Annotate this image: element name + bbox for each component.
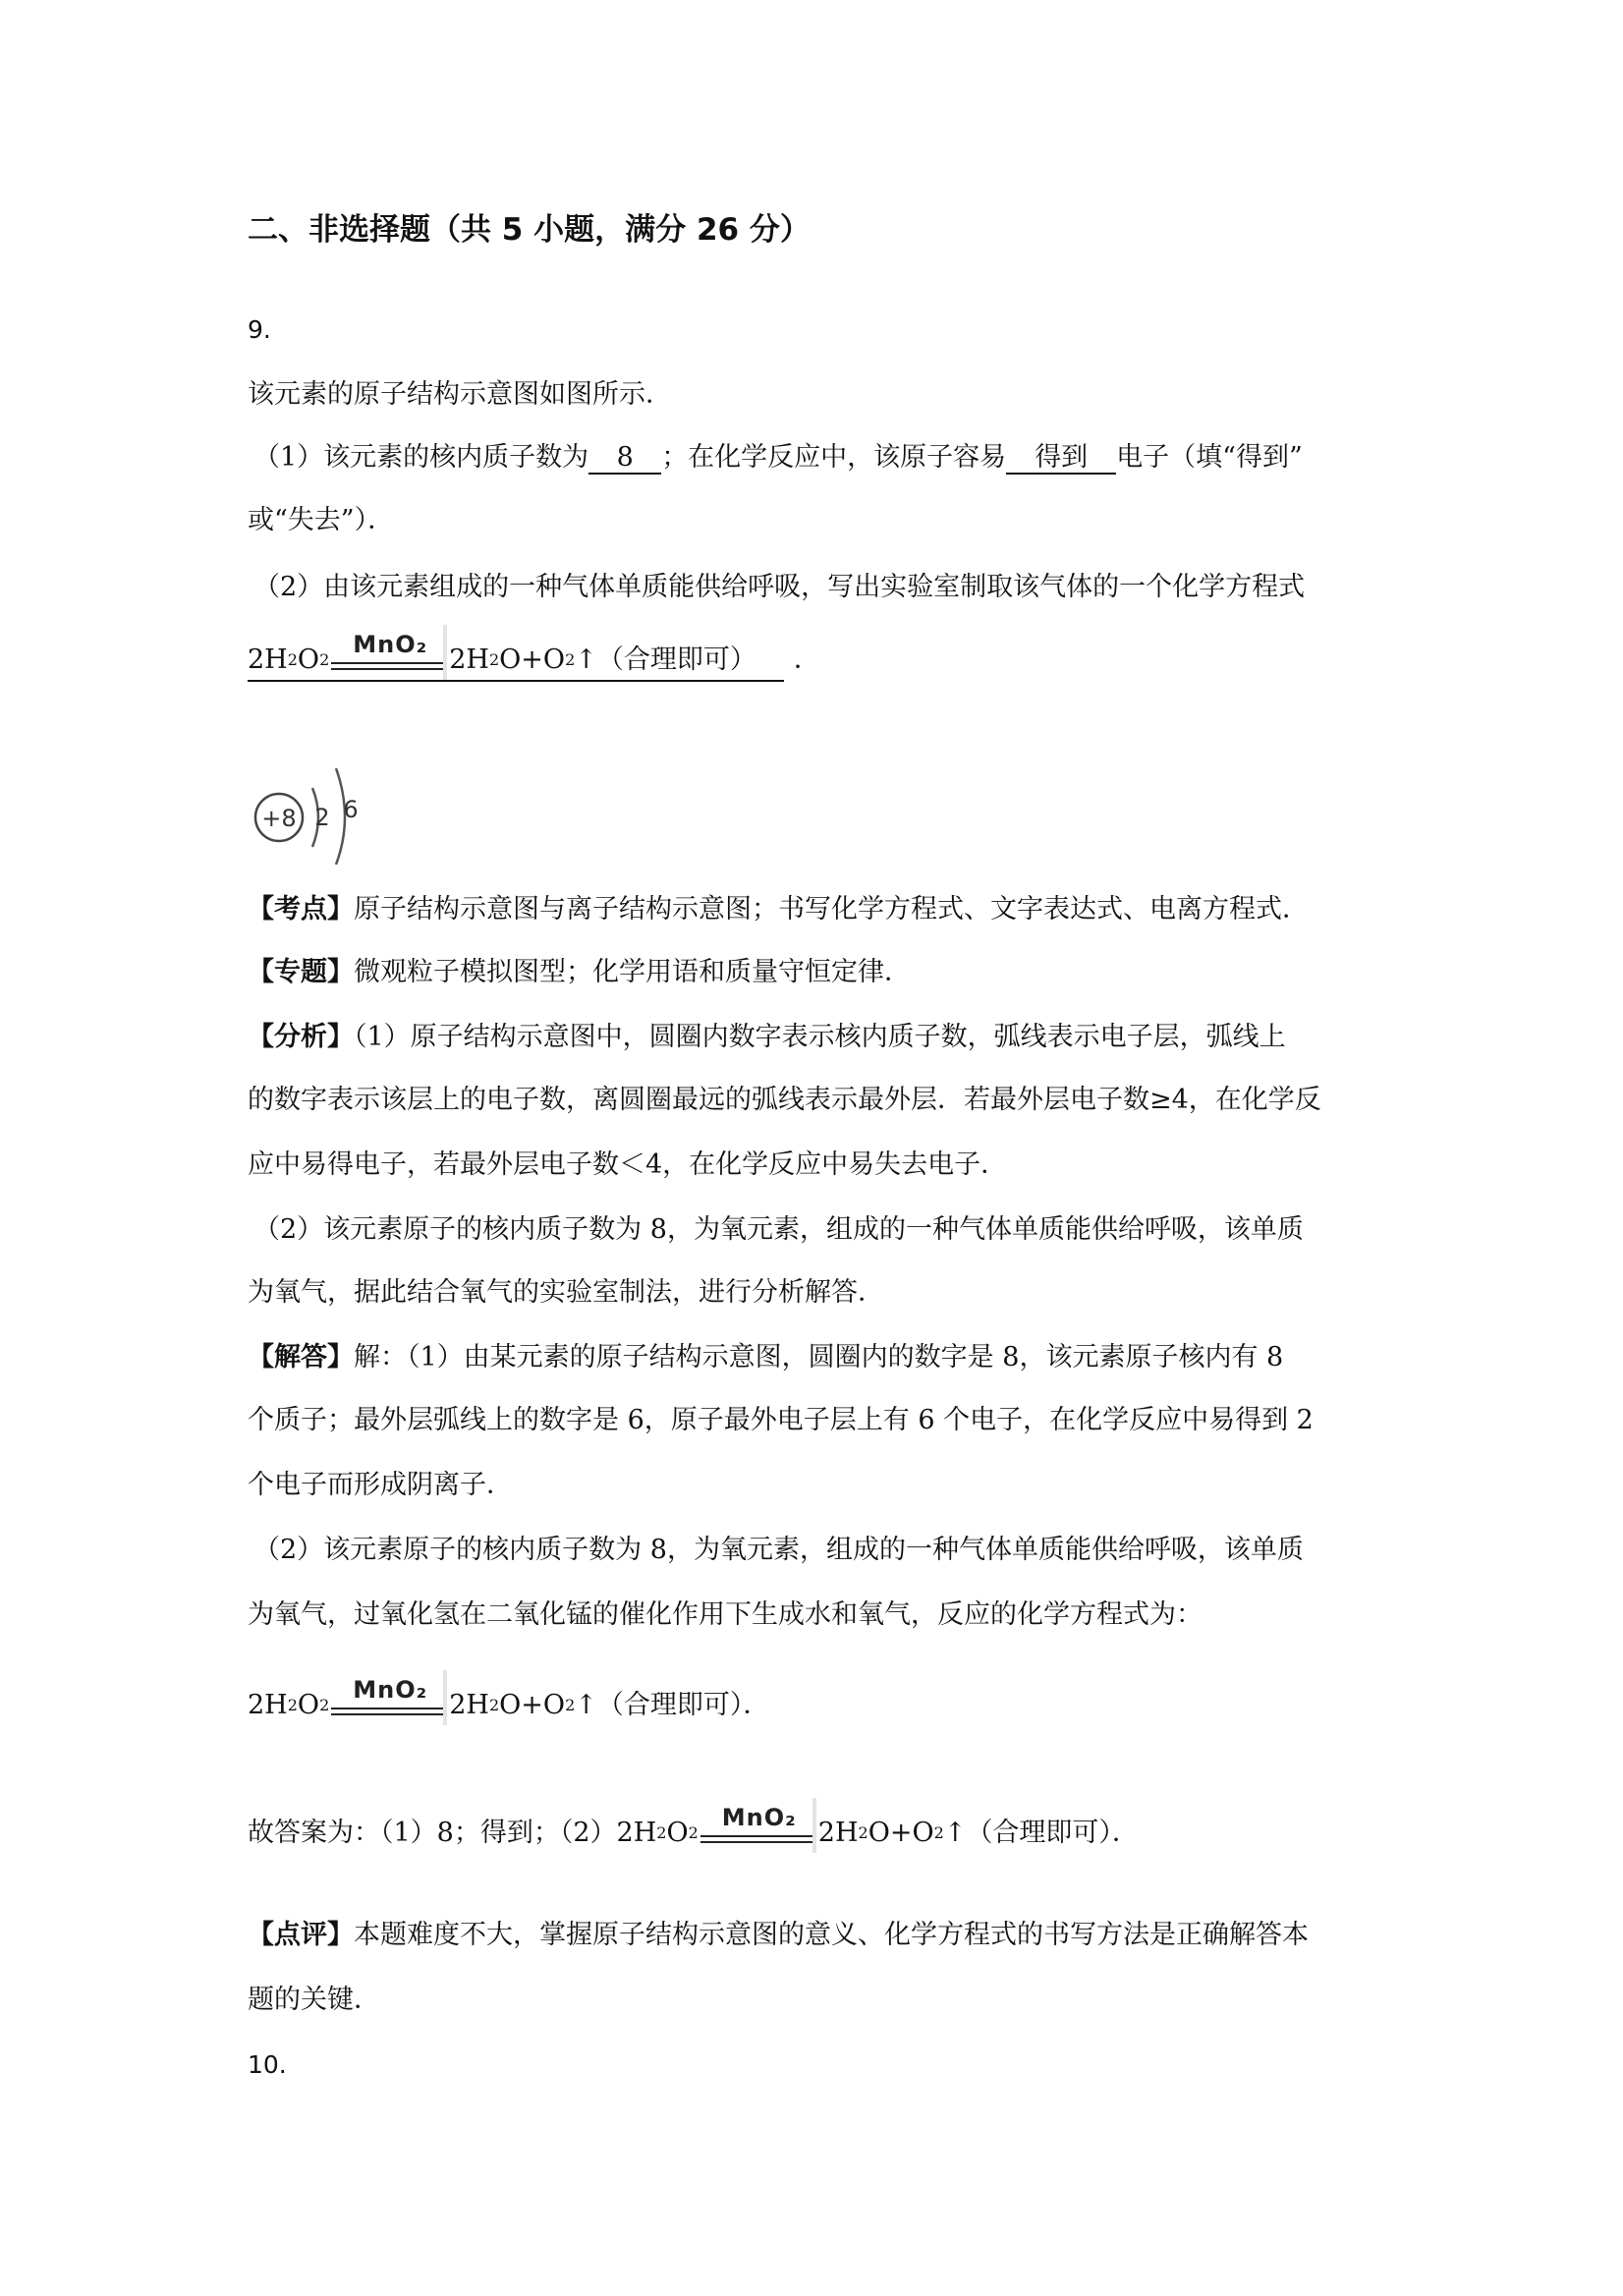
fenxi-line3: 应中易得电子，若最外层电子数＜4，在化学反应中易失去电子． xyxy=(248,1149,1008,1180)
fenxi-line1 xyxy=(248,1018,1286,1057)
jieda-text-1: 解：（1）由某元素的原子结构示意图，圆圈内的数字是 8，该元素原子核内有 8 xyxy=(354,1342,1284,1372)
eq2-right-o: O+O xyxy=(499,1690,566,1720)
eq-left-h: 2H xyxy=(248,644,288,675)
shell-1-electrons: 2 xyxy=(314,804,330,831)
eq-right-sub1: 2 xyxy=(488,650,500,669)
solution-equation xyxy=(248,1670,769,1729)
eq3-right-sub1: 2 xyxy=(858,1823,868,1842)
eq3-right-h: 2H xyxy=(817,1818,859,1848)
eq-note: （合理即可） xyxy=(596,644,756,675)
zhuanti-text: 微观粒子模拟图型；化学用语和质量守恒定律． xyxy=(354,957,911,987)
gas-arrow-2: ↑ xyxy=(575,1690,597,1720)
eq3-left-sub2: 2 xyxy=(688,1823,699,1842)
dianping-tag: 【点评】 xyxy=(248,1920,354,1950)
jieda-line4: （2）该元素原子的核内质子数为 8，为氧元素，组成的一种气体单质能供给呼吸，该单质 xyxy=(253,1535,1304,1565)
question-9-part1-line2: 或“失去”）． xyxy=(248,505,395,535)
question-9-number: 9. xyxy=(248,315,271,344)
eq3-right-sub2: 2 xyxy=(933,1823,944,1842)
eq-right-h: 2H xyxy=(449,644,489,675)
atomic-structure-diagram xyxy=(246,756,373,865)
part1-text-b: ；在化学反应中，该原子容易 xyxy=(661,442,1007,473)
eq2-left-o: O xyxy=(297,1690,320,1720)
fenxi-line4: （2）该元素原子的核内质子数为 8，为氧元素，组成的一种气体单质能供给呼吸，该单质 xyxy=(253,1214,1304,1245)
eq-left-o: O xyxy=(297,644,320,675)
eq-left-sub1: 2 xyxy=(287,650,298,669)
eq-left-sub2: 2 xyxy=(319,650,330,669)
catalyst-label-2: MnO₂ xyxy=(353,1676,428,1704)
fenxi-text-1: （1）原子结构示意图中，圆圈内数字表示核内质子数，弧线表示电子层，弧线上 xyxy=(354,1022,1286,1052)
shell-2-electrons: 6 xyxy=(343,796,359,823)
eq3-left-sub1: 2 xyxy=(656,1823,667,1842)
kaodian-line xyxy=(248,890,1309,929)
eq2-right-h: 2H xyxy=(449,1690,489,1720)
question-9-part2: （2）由该元素组成的一种气体单质能供给呼吸，写出实验室制取该气体的一个化学方程式 xyxy=(253,572,1306,602)
gas-arrow-3: ↑ xyxy=(943,1818,967,1848)
eq-end-period: ． xyxy=(793,644,820,675)
jieda-tag: 【解答】 xyxy=(248,1342,354,1372)
question-9-equation-answer xyxy=(248,625,820,684)
eq2-right-sub1: 2 xyxy=(488,1696,500,1714)
eq2-left-h: 2H xyxy=(248,1690,288,1720)
jieda-line5: 为氧气，过氧化氢在二氧化锰的催化作用下生成水和氧气，反应的化学方程式为： xyxy=(248,1599,1203,1630)
kaodian-text: 原子结构示意图与离子结构示意图；书写化学方程式、文字表达式、电离方程式． xyxy=(354,894,1309,924)
eq2-left-sub1: 2 xyxy=(287,1696,298,1714)
nucleus-charge: +8 xyxy=(261,805,297,832)
part1-text-c: 电子（填“得到” xyxy=(1116,442,1303,473)
fenxi-tag: 【分析】 xyxy=(248,1022,354,1052)
answer-blank-gain-lose: 得到 xyxy=(1006,443,1116,475)
eq-right-o: O+O xyxy=(499,644,566,675)
section-heading: 二、非选择题（共 5 小题，满分 26 分） xyxy=(248,212,811,248)
catalyst-label-3: MnO₂ xyxy=(721,1804,797,1831)
jieda-line1 xyxy=(248,1338,1283,1377)
eq3-right-o: O+O xyxy=(867,1818,934,1848)
part1-text-a: （1）该元素的核内质子数为 xyxy=(253,442,589,473)
final-answer-line xyxy=(248,1798,1139,1857)
answer-tail: （合理即可）． xyxy=(966,1818,1139,1848)
zhuanti-tag: 【专题】 xyxy=(248,957,354,987)
fenxi-line5: 为氧气，据此结合氧气的实验室制法，进行分析解答． xyxy=(248,1277,884,1308)
equation-underline-run xyxy=(248,625,784,682)
dianping-line1 xyxy=(248,1916,1309,1955)
gas-arrow: ↑ xyxy=(575,644,597,675)
eq2-left-sub2: 2 xyxy=(319,1696,330,1714)
jieda-line2: 个质子；最外层弧线上的数字是 6，原子最外电子层上有 6 个电子，在化学反应中易得到 2 xyxy=(248,1405,1314,1435)
catalyst-condition xyxy=(331,625,447,680)
question-10-number: 10. xyxy=(248,2050,287,2079)
answer-prefix: 故答案为：（1）8；得到；（2） xyxy=(248,1818,617,1848)
dianping-text-1: 本题难度不大，掌握原子结构示意图的意义、化学方程式的书写方法是正确解答本 xyxy=(354,1920,1309,1950)
kaodian-tag: 【考点】 xyxy=(248,894,354,924)
eq2-tail: （合理即可）． xyxy=(596,1690,770,1720)
zhuanti-line xyxy=(248,953,911,992)
catalyst-condition-3 xyxy=(700,1798,816,1853)
jieda-line3: 个电子而形成阴离子． xyxy=(248,1470,513,1500)
eq2-right-sub2: 2 xyxy=(565,1696,576,1714)
catalyst-condition-2 xyxy=(331,1670,447,1725)
eq-right-sub2: 2 xyxy=(565,650,576,669)
eq3-left-h: 2H xyxy=(616,1818,657,1848)
answer-blank-protons: 8 xyxy=(588,443,661,475)
question-9-part1-line1 xyxy=(253,438,1303,477)
catalyst-label: MnO₂ xyxy=(353,631,428,658)
fenxi-line2: 的数字表示该层上的电子数，离圆圈最远的弧线表示最外层．若最外层电子数≥4，在化学反 xyxy=(248,1085,1321,1115)
eq3-left-o: O xyxy=(666,1818,689,1848)
dianping-line2: 题的关键． xyxy=(248,1985,380,2015)
question-9-stem: 该元素的原子结构示意图如图所示． xyxy=(248,379,672,410)
